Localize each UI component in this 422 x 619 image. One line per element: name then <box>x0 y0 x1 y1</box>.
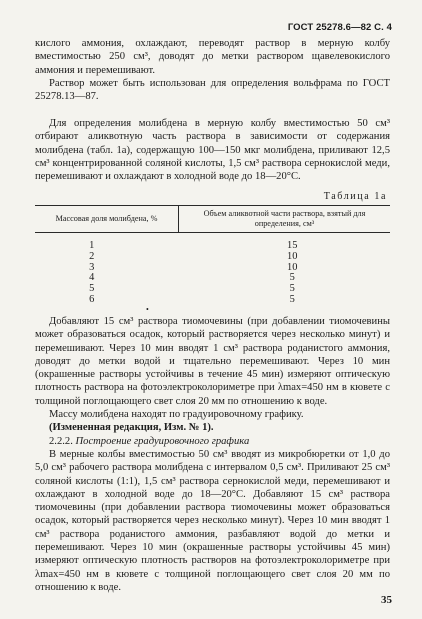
text-block-mid <box>35 117 390 183</box>
table-cell: 6 <box>89 293 95 305</box>
table-cell: 3 <box>89 261 95 273</box>
paragraph-tungsten-note: Раствор может быть использован для определения вольфрама по ГОСТ 25278.13—87. <box>35 77 390 103</box>
text-block-top <box>35 37 390 103</box>
table-cell: 10 <box>287 250 298 262</box>
table-cell: 5 <box>289 283 295 295</box>
table-cell: 15 <box>287 240 298 251</box>
section-number: 2.2.2. <box>49 435 73 447</box>
paragraph-calibration-reference: Массу молибдена находят по градуировочному графику. <box>49 409 304 421</box>
table-row <box>35 295 390 306</box>
table-cell: 1 <box>89 240 95 251</box>
paragraph-calibration-procedure: В мерные колбы вместимостью 50 см³ вводят из микробюретки от 1,0 до 5,0 см³ рабочего раствора молибдена с интервалом 0,5 см³. Приливают 25 см³ соляной кислоты (1:1), 1,5 см³ раствора сернокислой меди, перемешивают и охлаждают в холодной воде до 18—20°С. Добавляют 15 см³ раствора тиомочевины (при добавлении раствора тиомочевины может образоваться осадок, который растворяется через несколько минут). Через 10 мин вводят 1 см³ раствора роданистого аммония, разбавляют водой до метки и перемешивают. Через 10 мин (окрашенные растворы устойчивы 45 мин) измеряют оптическую плотность растворов на фотоэлектроколориметре при λmax=450 нм в кювете с толщиной поглощающего свет слоя 20 мм по отношению к воде. <box>35 448 390 593</box>
aliquot-table <box>35 205 390 306</box>
section-title: Построение градуировочного графика <box>75 435 250 447</box>
table-row <box>35 252 390 263</box>
paragraph-thiourea-procedure: Добавляют 15 см³ раствора тиомочевины (при добавлении тиомочевины может образоваться осадок, который растворяется через несколько минут) и перемешивают. Через 10 мин вводят 1 см³ раствора роданистого аммония, доводят до метки водой и тщательно перемешивают. Через 10 мин (окрашенные растворы устойчивы в течение 45 мин) измеряют оптическую плотность раствора на фотоэлектроколориметре при λmax=450 нм в кювете с толщиной поглощающего свет слоя 20 мм по отношению к воде. <box>35 316 390 407</box>
print-speck: • <box>146 305 149 314</box>
paragraph-molybdenum-determination: Для определения молибдена в мерную колбу вместимостью 50 см³ отбирают аликвотную часть раствора в зависимости от содержания молибдена (табл. 1а), содержащую 100—150 мкг молибдена, приливают 12,5 см³ концентрированной соляной кислоты, 1,5 см³ раствора сернокислой меди, перемешивают и охлаждают в холодной воде до 18—20°С. <box>35 118 390 183</box>
table-cell: 5 <box>89 283 95 295</box>
page-number: 35 <box>381 594 392 606</box>
table-cell: 4 <box>89 272 95 284</box>
table-cell: 5 <box>289 272 295 284</box>
table-cell: 2 <box>89 250 95 262</box>
text-block-after-table <box>35 315 390 594</box>
table-header-aliquot-volume: Объем аликвотной части раствора, взятый для определения, см³ <box>179 206 391 233</box>
table-header-mass-fraction: Массовая доля молибдена, % <box>35 206 179 233</box>
amendment-note: (Измененная редакция, Изм. № 1). <box>49 422 214 434</box>
table-row <box>35 233 390 252</box>
table-cell: 10 <box>287 261 298 273</box>
paragraph-continuation: кислого аммония, охлаждают, переводят раствор в мерную колбу вместимостью 250 см³, доводят до метки раствором щавелевокислого аммония и перемешивают. <box>35 38 390 76</box>
section-heading <box>35 435 390 448</box>
table-cell: 5 <box>289 293 295 305</box>
table-caption: Таблица 1а <box>323 191 387 202</box>
page-header: ГОСТ 25278.6—82 С. 4 <box>287 22 392 33</box>
